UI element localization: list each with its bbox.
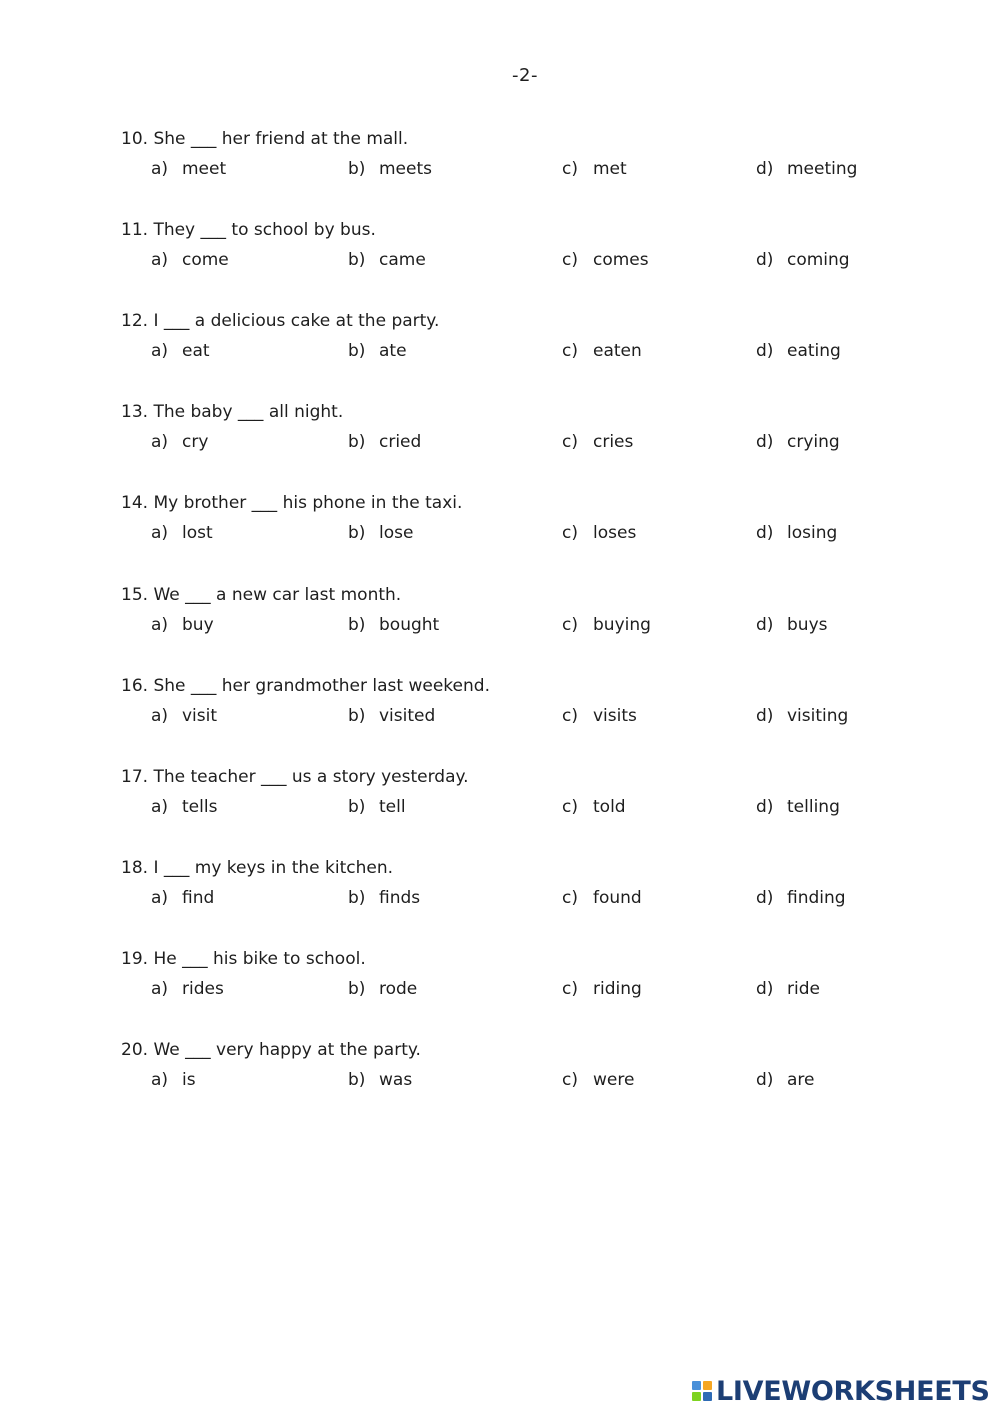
option-letter: b) [348,523,366,544]
option-text: rides [182,978,224,999]
option-text: losing [787,523,838,544]
option-text: crying [787,432,840,453]
answer-option[interactable] [348,431,421,453]
answer-option[interactable] [151,978,224,1000]
answer-options [121,158,921,182]
question-item [121,1039,921,1093]
question-item [121,584,921,638]
option-text: came [379,250,426,271]
answer-option[interactable] [562,614,651,636]
option-letter: a) [151,614,169,635]
question-stem: 12. I ___ a delicious cake at the party. [121,311,440,332]
option-text: meet [182,159,227,179]
question-stem: 14. My brother ___ his phone in the taxi. [121,493,463,514]
option-text: meeting [787,159,858,179]
option-letter: a) [151,887,169,908]
answer-option[interactable] [562,340,642,362]
option-letter: c) [562,250,578,271]
answer-options [121,705,921,729]
question-item [121,492,921,546]
option-text: finds [379,887,421,908]
answer-option[interactable] [151,614,214,636]
option-letter: a) [151,978,169,999]
option-letter: c) [562,523,578,544]
answer-option[interactable] [348,1069,412,1091]
answer-option[interactable] [756,158,857,180]
option-text: are [787,1070,815,1090]
option-text: lose [379,523,414,544]
option-letter: d) [756,341,774,362]
option-letter: d) [756,796,774,817]
option-text: found [593,887,642,908]
option-text: coming [787,250,850,271]
option-text: finding [787,887,846,908]
option-letter: a) [151,250,169,271]
option-letter: b) [348,705,366,726]
option-letter: a) [151,1070,169,1090]
option-text: meets [379,159,433,179]
answer-option[interactable] [756,887,846,909]
logo-text: LIVEWORKSHEETS [716,1375,990,1407]
answer-option[interactable] [151,887,214,909]
option-letter: c) [562,432,578,453]
option-text: visited [379,705,436,726]
answer-option[interactable] [348,796,406,818]
answer-option[interactable] [151,705,217,727]
answer-option[interactable] [151,522,213,544]
answer-option[interactable] [348,249,426,271]
option-text: buy [182,614,214,635]
option-text: lost [182,523,213,544]
question-item [121,857,921,911]
question-stem: 13. The baby ___ all night. [121,402,344,423]
answer-option[interactable] [756,978,820,1000]
option-text: telling [787,796,840,817]
option-letter: a) [151,159,169,179]
question-stem: 10. She ___ her friend at the mall. [121,129,409,149]
answer-options [121,249,921,273]
answer-option[interactable] [562,796,626,818]
option-letter: a) [151,705,169,726]
option-text: visits [593,705,637,726]
answer-option[interactable] [756,705,848,727]
question-stem: 19. He ___ his bike to school. [121,948,366,969]
option-letter: d) [756,432,774,453]
answer-option[interactable] [562,431,633,453]
option-letter: b) [348,887,366,908]
option-text: cried [379,432,422,453]
answer-option[interactable] [348,978,417,1000]
logo-tile-2 [703,1381,712,1390]
option-letter: d) [756,1070,774,1090]
answer-option[interactable] [756,614,827,636]
answer-option[interactable] [151,431,208,453]
option-letter: c) [562,1070,578,1090]
question-item [121,128,921,182]
option-letter: c) [562,614,578,635]
option-text: told [593,796,626,817]
question-stem: 17. The teacher ___ us a story yesterday. [121,766,469,787]
logo-tile-3 [692,1392,701,1401]
option-text: bought [379,614,440,635]
option-text: comes [593,250,649,271]
logo-grid-icon [692,1381,712,1401]
option-text: loses [593,523,637,544]
option-text: visit [182,705,218,726]
answer-option[interactable] [151,796,217,818]
option-text: tells [182,796,218,817]
option-text: met [593,159,627,179]
answer-options [121,887,921,911]
answer-option[interactable] [348,887,420,909]
option-letter: d) [756,978,774,999]
answer-option[interactable] [151,249,229,271]
answer-options [121,431,921,455]
answer-option[interactable] [756,522,837,544]
answer-option[interactable] [756,340,841,362]
answer-option[interactable] [151,158,226,180]
option-letter: b) [348,1070,366,1090]
option-letter: a) [151,796,169,817]
question-stem: 15. We ___ a new car last month. [121,584,402,605]
question-stem: 11. They ___ to school by bus. [121,220,376,241]
question-stem: 20. We ___ very happy at the party. [121,1040,421,1060]
option-letter: b) [348,978,366,999]
question-item [121,310,921,364]
option-letter: c) [562,887,578,908]
option-letter: a) [151,523,169,544]
answer-option[interactable] [348,340,407,362]
liveworksheets-logo [692,1375,990,1407]
answer-option[interactable] [151,1069,196,1091]
logo-tile-1 [692,1381,701,1390]
option-letter: d) [756,523,774,544]
answer-options [121,614,921,638]
option-letter: b) [348,432,366,453]
option-letter: c) [562,341,578,362]
answer-option[interactable] [562,522,636,544]
option-letter: d) [756,250,774,271]
option-letter: c) [562,159,578,179]
option-text: eaten [593,341,642,362]
option-letter: c) [562,705,578,726]
answer-options [121,340,921,364]
answer-option[interactable] [562,705,637,727]
answer-option[interactable] [562,249,649,271]
answer-option[interactable] [348,705,435,727]
option-letter: d) [756,159,774,179]
page-number: -2- [512,65,538,86]
option-text: ride [787,978,820,999]
option-letter: a) [151,432,169,453]
answer-option[interactable] [756,1069,815,1091]
question-item [121,948,921,1002]
option-text: ate [379,341,407,362]
question-item [121,219,921,273]
answer-option[interactable] [562,978,642,1000]
question-stem: 16. She ___ her grandmother last weekend. [121,675,490,696]
option-text: visiting [787,705,849,726]
question-item [121,401,921,455]
option-letter: b) [348,614,366,635]
answer-options [121,1069,921,1093]
option-letter: d) [756,705,774,726]
option-letter: c) [562,796,578,817]
answer-option[interactable] [562,1069,634,1091]
answer-option[interactable] [348,522,413,544]
option-letter: a) [151,341,169,362]
option-text: was [379,1070,413,1090]
answer-options [121,796,921,820]
option-text: buys [787,614,828,635]
answer-option[interactable] [348,614,439,636]
option-letter: b) [348,250,366,271]
option-text: is [182,1070,196,1090]
option-text: rode [379,978,418,999]
option-letter: c) [562,978,578,999]
answer-option[interactable] [756,431,840,453]
option-text: cries [593,432,634,453]
option-text: buying [593,614,651,635]
question-item [121,675,921,729]
option-text: were [593,1070,635,1090]
question-stem: 18. I ___ my keys in the kitchen. [121,857,393,878]
answer-option[interactable] [562,158,627,180]
answer-option[interactable] [151,340,210,362]
option-text: tell [379,796,406,817]
option-letter: d) [756,887,774,908]
option-text: come [182,250,229,271]
option-text: riding [593,978,642,999]
option-text: find [182,887,215,908]
answer-option[interactable] [756,796,840,818]
answer-option[interactable] [756,249,850,271]
option-letter: b) [348,341,366,362]
answer-options [121,522,921,546]
answer-option[interactable] [562,887,642,909]
option-text: eating [787,341,841,362]
option-letter: b) [348,796,366,817]
option-text: cry [182,432,209,453]
option-letter: b) [348,159,366,179]
answer-options [121,978,921,1002]
option-text: eat [182,341,210,362]
question-item [121,766,921,820]
answer-option[interactable] [348,158,432,180]
logo-tile-4 [703,1392,712,1401]
option-letter: d) [756,614,774,635]
